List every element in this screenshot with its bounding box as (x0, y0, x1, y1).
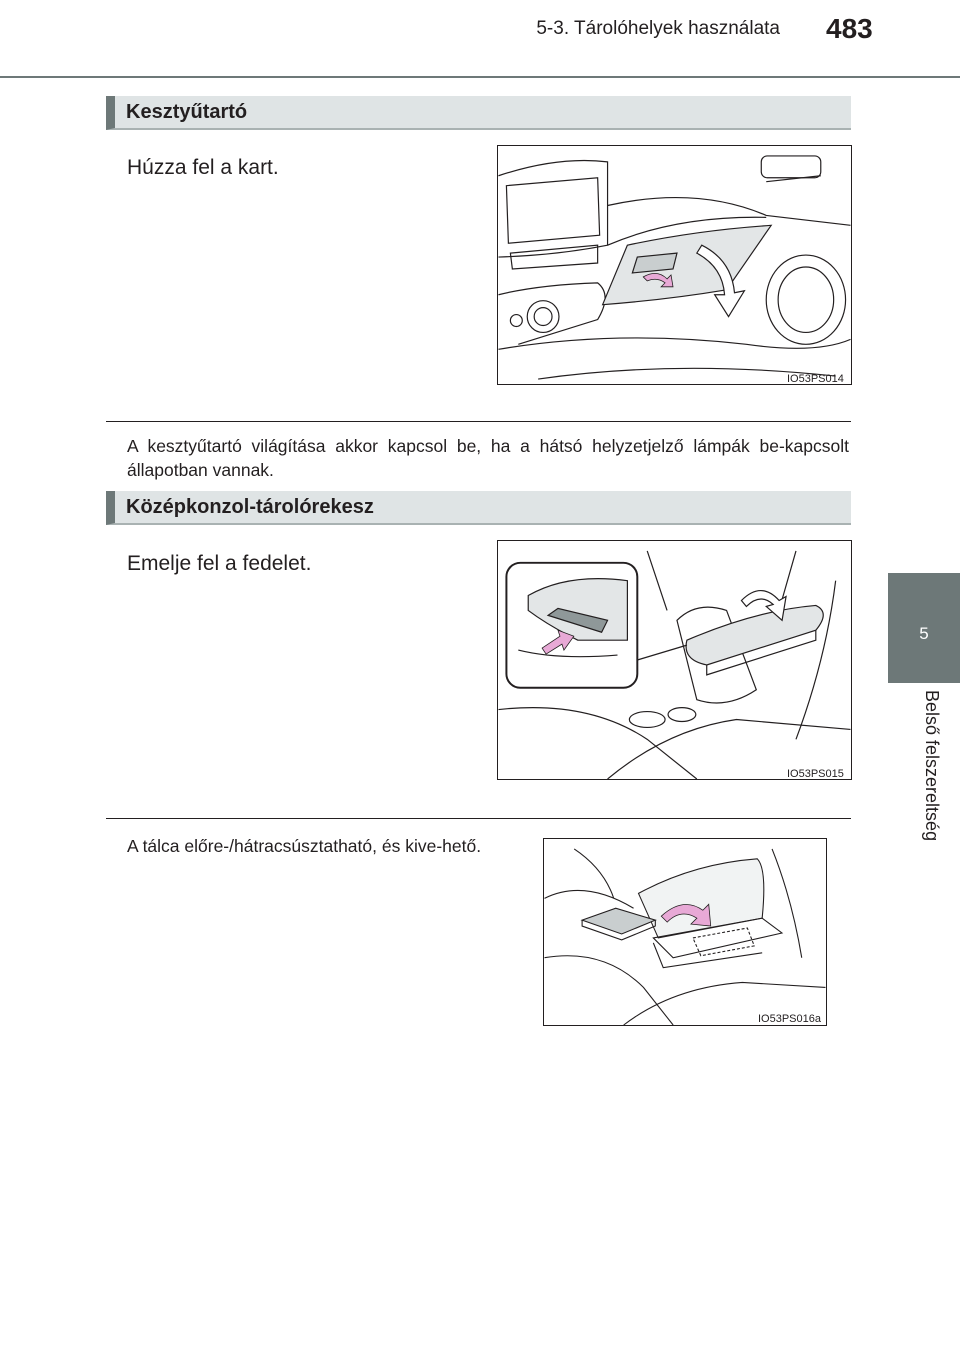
section-title-console: Középkonzol-tárolórekesz (126, 496, 374, 518)
chapter-title: 5-3. Tárolóhelyek használata (536, 18, 780, 39)
note-console-tray: A tálca előre-/hátracsúsztatható, és kive-hető. (127, 836, 482, 856)
note-divider-glovebox (106, 421, 851, 422)
figure-code-tray: IO53PS016a (758, 1013, 821, 1025)
instruction-console: Emelje fel a fedelet. (127, 552, 312, 575)
note-divider-console (106, 818, 851, 819)
instruction-glovebox: Húzza fel a kart. (127, 156, 279, 179)
console-illustration (498, 541, 851, 779)
figure-console-tray (543, 838, 827, 1026)
figure-code-console: IO53PS015 (787, 768, 844, 780)
figure-glovebox (497, 145, 852, 385)
header-divider (0, 76, 960, 78)
chapter-tab-label: Belső felszereltség (922, 690, 942, 842)
page-number: 483 (826, 13, 873, 44)
section-title-glovebox: Kesztyűtartó (126, 101, 248, 123)
note-glovebox: A kesztyűtartó világítása akkor kapcsol be, ha a hátsó helyzetjelző lámpák be-kapcsolt állapotban vannak. (127, 436, 849, 480)
chapter-tab-number: 5 (919, 624, 929, 643)
figure-code-glovebox: IO53PS014 (787, 373, 844, 385)
figure-console (497, 540, 852, 780)
glovebox-illustration (498, 146, 851, 384)
tray-illustration (544, 839, 826, 1025)
